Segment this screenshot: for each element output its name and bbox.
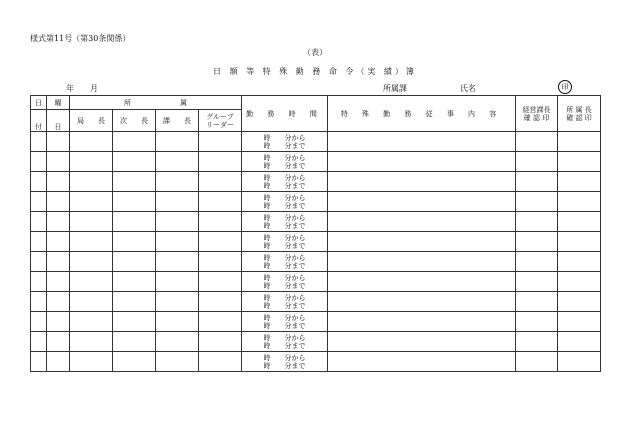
vice-director-cell[interactable]	[113, 272, 156, 292]
time-to-label: 時 分まで	[263, 321, 306, 330]
group-leader-cell[interactable]	[199, 332, 242, 352]
section-chief-cell[interactable]	[156, 252, 199, 272]
header-work-time: 勤 務 時 間	[242, 96, 328, 132]
weekday-cell[interactable]	[47, 292, 70, 312]
header-admin-confirm	[516, 96, 558, 132]
document-title: 日 額 等 特 殊 勤 務 命 令（実 績）簿	[213, 67, 417, 76]
time-from-label: 時 分から	[263, 273, 306, 282]
group-leader-cell[interactable]	[199, 232, 242, 252]
director-cell[interactable]	[70, 272, 113, 292]
vice-director-cell[interactable]	[113, 152, 156, 172]
weekday-cell[interactable]	[47, 312, 70, 332]
work-time-cell[interactable]	[242, 132, 328, 152]
time-to-label: 時 分まで	[263, 161, 306, 170]
group-leader-cell[interactable]	[199, 192, 242, 212]
time-to-label: 時 分まで	[263, 341, 306, 350]
record-row	[31, 352, 601, 372]
department-label: 所属課	[383, 84, 407, 93]
day-cell[interactable]	[31, 172, 47, 192]
time-from-label: 時 分から	[263, 193, 306, 202]
duty-content-cell[interactable]	[328, 132, 516, 152]
director-cell[interactable]	[70, 252, 113, 272]
section-chief-cell[interactable]	[156, 332, 199, 352]
header-row-1	[31, 96, 601, 110]
record-row	[31, 212, 601, 232]
weekday-cell[interactable]	[47, 132, 70, 152]
time-from-label: 時 分から	[263, 253, 306, 262]
time-to-label: 時 分まで	[263, 301, 306, 310]
duty-content-cell[interactable]	[328, 332, 516, 352]
header-group-leader-line2: リーダー	[206, 120, 234, 129]
director-cell[interactable]	[70, 352, 113, 372]
group-leader-cell[interactable]	[199, 292, 242, 312]
duty-content-cell[interactable]	[328, 252, 516, 272]
time-to-label: 時 分まで	[263, 141, 306, 150]
header-day-bottom: 付	[31, 110, 47, 132]
admin-confirm-cell[interactable]	[516, 352, 558, 372]
admin-confirm-cell[interactable]	[516, 332, 558, 352]
day-cell[interactable]	[31, 272, 47, 292]
office-confirm-cell[interactable]	[558, 172, 601, 192]
office-confirm-cell[interactable]	[558, 232, 601, 252]
weekday-cell[interactable]	[47, 212, 70, 232]
admin-confirm-cell[interactable]	[516, 292, 558, 312]
time-to-label: 時 分まで	[263, 241, 306, 250]
header-office-confirm	[558, 96, 601, 132]
office-confirm-cell[interactable]	[558, 332, 601, 352]
work-time-cell[interactable]	[242, 312, 328, 332]
header-day-top: 日	[31, 96, 47, 110]
duty-content-cell[interactable]	[328, 212, 516, 232]
work-time-cell[interactable]	[242, 212, 328, 232]
record-row	[31, 292, 601, 312]
record-row	[31, 252, 601, 272]
duty-content-cell[interactable]	[328, 172, 516, 192]
time-from-label: 時 分から	[263, 353, 306, 362]
time-from-label: 時 分から	[263, 333, 306, 342]
duty-content-cell[interactable]	[328, 272, 516, 292]
day-cell[interactable]	[31, 132, 47, 152]
vice-director-cell[interactable]	[113, 292, 156, 312]
work-time-cell[interactable]	[242, 172, 328, 192]
weekday-cell[interactable]	[47, 232, 70, 252]
office-confirm-cell[interactable]	[558, 132, 601, 152]
vice-director-cell[interactable]	[113, 352, 156, 372]
duty-content-cell[interactable]	[328, 152, 516, 172]
vice-director-cell[interactable]	[113, 212, 156, 232]
weekday-cell[interactable]	[47, 172, 70, 192]
vice-director-cell[interactable]	[113, 312, 156, 332]
section-chief-cell[interactable]	[156, 152, 199, 172]
director-cell[interactable]	[70, 332, 113, 352]
admin-confirm-cell[interactable]	[516, 252, 558, 272]
weekday-cell[interactable]	[47, 332, 70, 352]
office-confirm-cell[interactable]	[558, 212, 601, 232]
record-row	[31, 232, 601, 252]
office-confirm-cell[interactable]	[558, 312, 601, 332]
weekday-cell[interactable]	[47, 192, 70, 212]
header-group-leader-line1: グループ	[206, 112, 234, 121]
work-time-cell[interactable]	[242, 232, 328, 252]
work-time-cell[interactable]	[242, 252, 328, 272]
admin-confirm-cell[interactable]	[516, 192, 558, 212]
section-chief-cell[interactable]	[156, 192, 199, 212]
header-admin-line2: 確 認 印	[523, 113, 550, 122]
group-leader-cell[interactable]	[199, 132, 242, 152]
header-section-chief: 課 長	[156, 110, 199, 132]
header-office-line1: 所 属 長	[566, 105, 592, 114]
office-confirm-cell[interactable]	[558, 192, 601, 212]
day-cell[interactable]	[31, 332, 47, 352]
day-cell[interactable]	[31, 352, 47, 372]
director-cell[interactable]	[70, 292, 113, 312]
admin-confirm-cell[interactable]	[516, 132, 558, 152]
header-admin-line1: 経営課長	[522, 105, 551, 114]
record-row	[31, 332, 601, 352]
section-chief-cell[interactable]	[156, 272, 199, 292]
day-cell[interactable]	[31, 292, 47, 312]
time-to-label: 時 分まで	[263, 181, 306, 190]
weekday-cell[interactable]	[47, 252, 70, 272]
header-weekday-top: 曜	[47, 96, 70, 110]
work-time-cell[interactable]	[242, 192, 328, 212]
duty-content-cell[interactable]	[328, 352, 516, 372]
form-number-label: 様式第11号（第30条関係）	[30, 34, 131, 43]
duty-record-table	[30, 95, 601, 372]
section-chief-cell[interactable]	[156, 172, 199, 192]
record-row	[31, 272, 601, 292]
office-confirm-cell[interactable]	[558, 292, 601, 312]
time-from-label: 時 分から	[263, 153, 306, 162]
vice-director-cell[interactable]	[113, 232, 156, 252]
month-label: 月	[90, 84, 98, 93]
time-to-label: 時 分まで	[263, 221, 306, 230]
weekday-cell[interactable]	[47, 352, 70, 372]
record-row	[31, 132, 601, 152]
group-leader-cell[interactable]	[199, 352, 242, 372]
time-to-label: 時 分まで	[263, 201, 306, 210]
header-vice-director: 次 長	[113, 110, 156, 132]
day-cell[interactable]	[31, 192, 47, 212]
record-row	[31, 192, 601, 212]
work-time-cell[interactable]	[242, 152, 328, 172]
group-leader-cell[interactable]	[199, 172, 242, 192]
header-group-leader	[199, 110, 242, 132]
record-row	[31, 312, 601, 332]
time-to-label: 時 分まで	[263, 361, 306, 370]
director-cell[interactable]	[70, 132, 113, 152]
admin-confirm-cell[interactable]	[516, 232, 558, 252]
group-leader-cell[interactable]	[199, 212, 242, 232]
section-chief-cell[interactable]	[156, 132, 199, 152]
director-cell[interactable]	[70, 312, 113, 332]
office-confirm-cell[interactable]	[558, 352, 601, 372]
day-cell[interactable]	[31, 152, 47, 172]
time-from-label: 時 分から	[263, 313, 306, 322]
time-from-label: 時 分から	[263, 293, 306, 302]
group-leader-cell[interactable]	[199, 312, 242, 332]
header-weekday-bottom: 日	[47, 110, 70, 132]
admin-confirm-cell[interactable]	[516, 212, 558, 232]
director-cell[interactable]	[70, 212, 113, 232]
section-chief-cell[interactable]	[156, 352, 199, 372]
year-label: 年	[66, 84, 74, 93]
header-affiliation: 所 属	[70, 96, 242, 110]
seal-mark: 印	[558, 80, 572, 94]
admin-confirm-cell[interactable]	[516, 172, 558, 192]
header-duty-content: 特 殊 勤 務 従 事 内 容	[328, 96, 516, 132]
director-cell[interactable]	[70, 232, 113, 252]
vice-director-cell[interactable]	[113, 132, 156, 152]
section-chief-cell[interactable]	[156, 312, 199, 332]
director-cell[interactable]	[70, 152, 113, 172]
time-to-label: 時 分まで	[263, 261, 306, 270]
duty-content-cell[interactable]	[328, 292, 516, 312]
time-from-label: 時 分から	[263, 173, 306, 182]
duty-content-cell[interactable]	[328, 232, 516, 252]
group-leader-cell[interactable]	[199, 152, 242, 172]
admin-confirm-cell[interactable]	[516, 312, 558, 332]
section-chief-cell[interactable]	[156, 232, 199, 252]
header-office-line2: 確 認 印	[566, 113, 592, 122]
record-row	[31, 172, 601, 192]
day-cell[interactable]	[31, 252, 47, 272]
day-cell[interactable]	[31, 212, 47, 232]
work-time-cell[interactable]	[242, 352, 328, 372]
admin-confirm-cell[interactable]	[516, 272, 558, 292]
day-cell[interactable]	[31, 232, 47, 252]
duty-content-cell[interactable]	[328, 312, 516, 332]
header-director: 局 長	[70, 110, 113, 132]
section-chief-cell[interactable]	[156, 212, 199, 232]
record-row	[31, 152, 601, 172]
office-confirm-cell[interactable]	[558, 252, 601, 272]
time-from-label: 時 分から	[263, 133, 306, 142]
vice-director-cell[interactable]	[113, 332, 156, 352]
side-indicator: （表）	[303, 48, 327, 57]
director-cell[interactable]	[70, 172, 113, 192]
director-cell[interactable]	[70, 192, 113, 212]
vice-director-cell[interactable]	[113, 172, 156, 192]
office-confirm-cell[interactable]	[558, 272, 601, 292]
group-leader-cell[interactable]	[199, 252, 242, 272]
weekday-cell[interactable]	[47, 152, 70, 172]
name-label: 氏名	[460, 84, 476, 93]
time-from-label: 時 分から	[263, 233, 306, 242]
time-from-label: 時 分から	[263, 213, 306, 222]
weekday-cell[interactable]	[47, 272, 70, 292]
work-time-cell[interactable]	[242, 332, 328, 352]
section-chief-cell[interactable]	[156, 292, 199, 312]
admin-confirm-cell[interactable]	[516, 152, 558, 172]
vice-director-cell[interactable]	[113, 192, 156, 212]
time-to-label: 時 分まで	[263, 281, 306, 290]
work-time-cell[interactable]	[242, 272, 328, 292]
group-leader-cell[interactable]	[199, 272, 242, 292]
day-cell[interactable]	[31, 312, 47, 332]
vice-director-cell[interactable]	[113, 252, 156, 272]
work-time-cell[interactable]	[242, 292, 328, 312]
duty-content-cell[interactable]	[328, 192, 516, 212]
office-confirm-cell[interactable]	[558, 152, 601, 172]
